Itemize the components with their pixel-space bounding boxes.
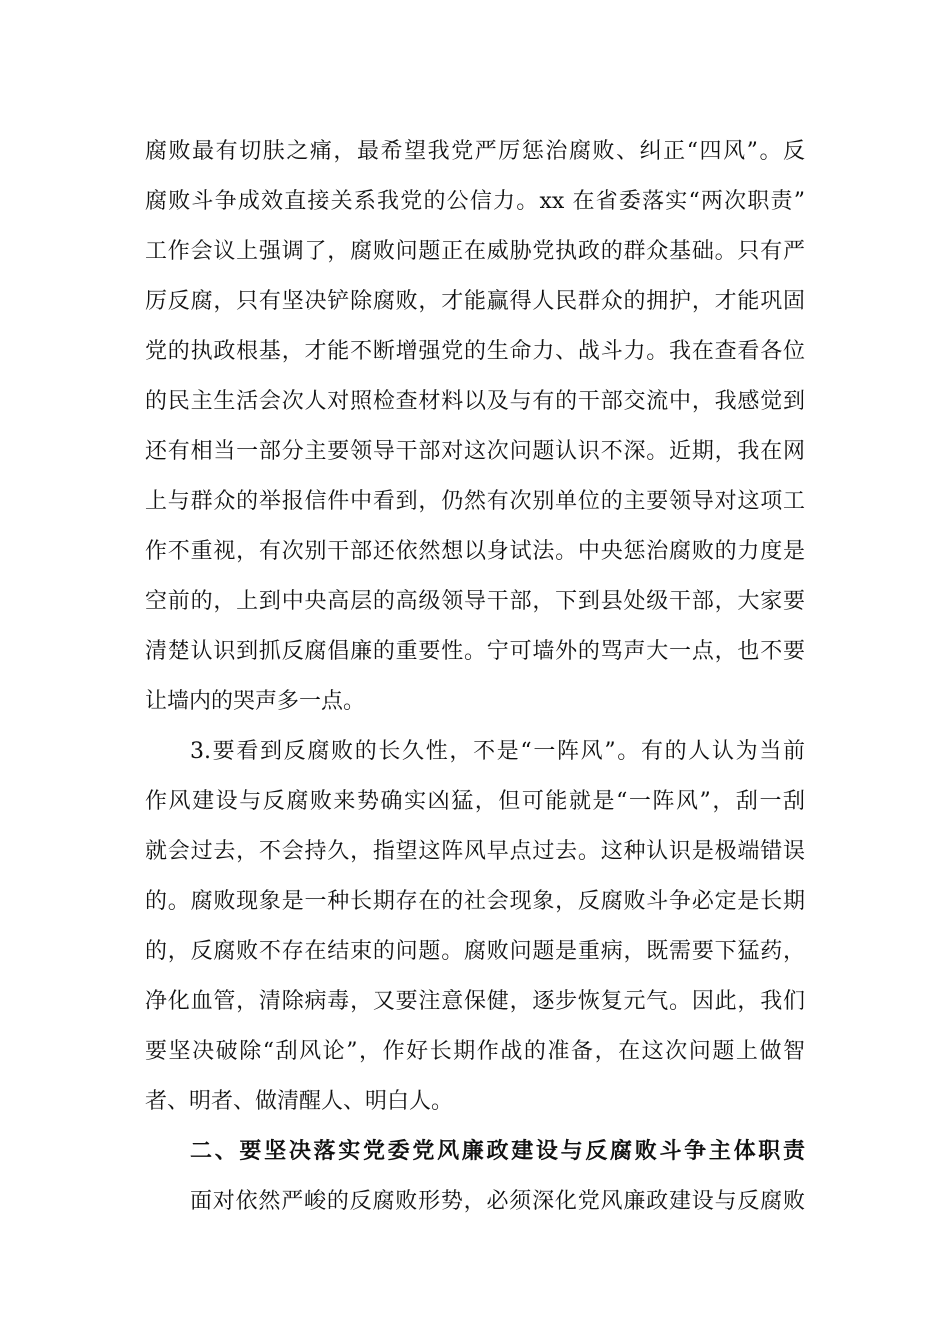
paragraph-1-line-8: 上与群众的举报信件中看到，仍然有次别单位的主要领导对这项工 [145,489,805,514]
paragraph-2-line-7: 要坚决破除“刮风论”，作好长期作战的准备，在这次问题上做智 [145,1039,805,1064]
paragraph-1-line-6: 的民主生活会次人对照检查材料以及与有的干部交流中，我感觉到 [145,389,805,414]
paragraph-1-line-2: 腐败斗争成效直接关系我党的公信力。xx 在省委落实“两次职责” [145,189,805,214]
paragraph-3-line-1: 面对依然严峻的反腐败形势，必须深化党风廉政建设与反腐败 [190,1189,805,1214]
paragraph-2-line-1: 3.要看到反腐败的长久性，不是“一阵风”。有的人认为当前 [190,739,805,764]
paragraph-2-line-8: 者、明者、做清醒人、明白人。 [145,1089,454,1114]
paragraph-1-line-11: 清楚认识到抓反腐倡廉的重要性。宁可墙外的骂声大一点，也不要 [145,639,805,664]
paragraph-1-line-4: 厉反腐，只有坚决铲除腐败，才能赢得人民群众的拥护，才能巩固 [145,289,805,314]
paragraph-1-line-12: 让墙内的哭声多一点。 [145,689,366,714]
paragraph-2-line-2: 作风建设与反腐败来势确实凶猛，但可能就是“一阵风”，刮一刮 [145,789,805,814]
paragraph-1-line-10: 空前的，上到中央高层的高级领导干部，下到县处级干部，大家要 [145,589,805,614]
paragraph-1-line-7: 还有相当一部分主要领导干部对这次问题认识不深。近期，我在网 [145,439,805,464]
paragraph-1-line-3: 工作会议上强调了，腐败问题正在威胁党执政的群众基础。只有严 [145,239,805,264]
paragraph-2-line-4: 的。腐败现象是一种长期存在的社会现象，反腐败斗争必定是长期 [145,889,805,914]
paragraph-1-line-9: 作不重视，有次别干部还依然想以身试法。中央惩治腐败的力度是 [145,539,805,564]
paragraph-2-line-6: 净化血管，清除病毒，又要注意保健，逐步恢复元气。因此，我们 [145,989,805,1014]
paragraph-1-line-1: 腐败最有切肤之痛，最希望我党严厉惩治腐败、纠正“四风”。反 [145,139,805,164]
paragraph-1-line-5: 党的执政根基，才能不断增强党的生命力、战斗力。我在查看各位 [145,339,805,364]
paragraph-2-line-3: 就会过去，不会持久，指望这阵风早点过去。这种认识是极端错误 [145,839,805,864]
section-heading: 二、要坚决落实党委党风廉政建设与反腐败斗争主体职责 [190,1139,805,1164]
paragraph-2-line-5: 的，反腐败不存在结束的问题。腐败问题是重病，既需要下猛药， [145,939,805,964]
